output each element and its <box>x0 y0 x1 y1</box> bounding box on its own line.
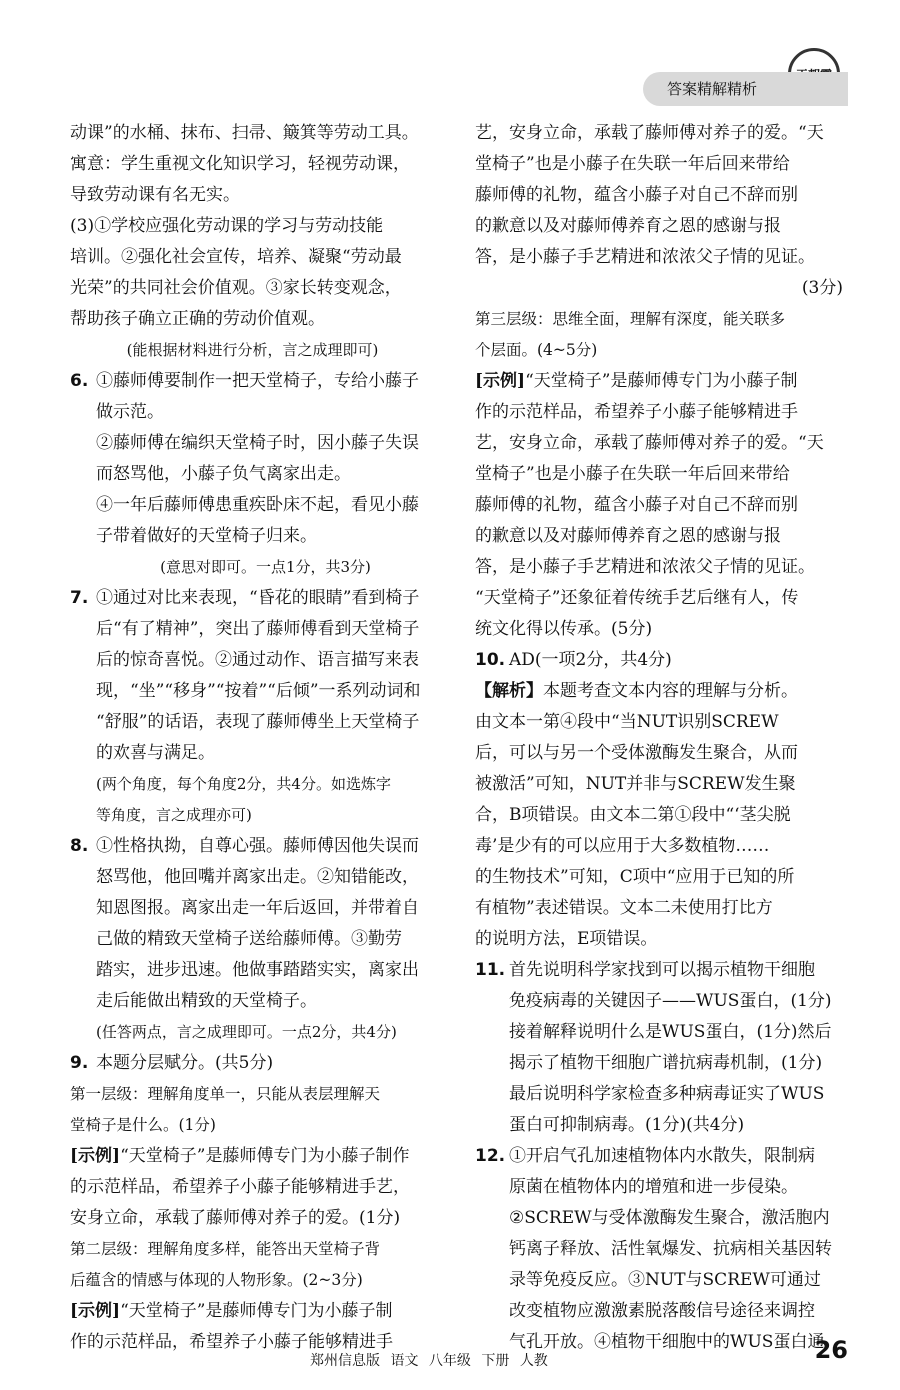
answer-line: ①性格执拗，自尊心强。藤师傅因他失误而 <box>96 836 419 856</box>
question-number: 6. <box>70 371 89 391</box>
answer-line: 知恩图报。离家出走一年后返回，并带着自 <box>96 898 419 918</box>
example-line: “天堂椅子”是藤师傅专门为小藤子制作 <box>120 1146 410 1166</box>
answer-line: 后的惊奇喜悦。②通过动作、语言描写来表 <box>96 650 419 670</box>
text-line: 藤师傅的礼物，蕴含小藤子对自己不辞而别 <box>475 185 798 205</box>
answer-line: 蛋白可抑制病毒。(1分)(共4分) <box>509 1115 745 1135</box>
analysis-line: 后，可以与另一个受体激酶发生聚合，从而 <box>475 743 798 763</box>
left-column <box>70 118 435 1358</box>
analysis-line: 毒’是少有的可以应用于大多数植物…… <box>475 836 770 856</box>
question-number: 12. <box>475 1146 506 1166</box>
footer-info <box>310 1350 548 1370</box>
answer-line: AD(一项2分，共4分) <box>509 650 672 670</box>
example-line: 作的示范样品，希望养子小藤子能够精进手 <box>70 1332 393 1352</box>
answer-line: 原菌在植物体内的增殖和进一步侵染。 <box>509 1177 798 1197</box>
text-line: 堂椅子”也是小藤子在失联一年后回来带给 <box>475 154 790 174</box>
question-number: 11. <box>475 960 506 980</box>
text-line: 培训。②强化社会宣传，培养、凝聚“劳动最 <box>70 247 402 267</box>
scoring-note: (两个角度，每个角度2分，共4分。如选炼字 <box>96 775 391 793</box>
analysis-line: 本题考查文本内容的理解与分析。 <box>543 681 798 701</box>
answer-line: 录等免疫反应。③NUT与SCREW可通过 <box>509 1270 821 1290</box>
example-line: 藤师傅的礼物，蕴含小藤子对自己不辞而别 <box>475 495 798 515</box>
question-8 <box>70 831 435 1048</box>
scoring-note: (能根据材料进行分析，言之成理即可) <box>126 341 379 359</box>
question-7 <box>70 583 435 831</box>
example-line: “天堂椅子”是藤师傅专门为小藤子制 <box>120 1301 393 1321</box>
example-line: 的示范样品，希望养子小藤子能够精进手艺， <box>70 1177 410 1197</box>
text-line: 的歉意以及对藤师傅养育之恩的感谢与报 <box>475 216 781 236</box>
question-9 <box>70 1048 435 1079</box>
answer-line: 子带着做好的天堂椅子归来。 <box>96 526 317 546</box>
answer-line: 改变植物应激激素脱落酸信号途径来调控 <box>509 1301 815 1321</box>
text-line: 帮助孩子确立正确的劳动价值观。 <box>70 309 325 329</box>
answer-line: 气孔开放。④植物干细胞中的WUS蛋白通 <box>509 1332 825 1352</box>
analysis-tag: 【解析】 <box>475 681 543 701</box>
example-line: 艺，安身立命，承载了藤师傅对养子的爱。“天 <box>475 433 824 453</box>
question-12 <box>475 1141 843 1358</box>
answer-line: 而怒骂他，小藤子负气离家出走。 <box>96 464 351 484</box>
right-column <box>475 118 843 1358</box>
footer-publisher: 人教 <box>519 1353 548 1369</box>
answer-line: 走后能做出精致的天堂椅子。 <box>96 991 317 1011</box>
analysis-line: 被激活”可知，NUT并非与SCREW发生聚 <box>475 774 796 794</box>
level-line: 后蕴含的情感与体现的人物形象。(2~3分) <box>70 1271 363 1289</box>
answer-line: 最后说明科学家检查多种病毒证实了WUS <box>509 1084 825 1104</box>
example-line: 答，是小藤子手艺精进和浓浓父子情的见证。 <box>475 557 815 577</box>
text-line: 动课”的水桶、抹布、扫帚、簸箕等劳动工具。 <box>70 123 419 143</box>
answer-line: 揭示了植物干细胞广谱抗病毒机制，(1分) <box>509 1053 823 1073</box>
analysis-line: 合，B项错误。由文本二第①段中“‘茎尖脱 <box>475 805 791 825</box>
analysis-line: 的说明方法，E项错误。 <box>475 929 658 949</box>
question-number: 8. <box>70 836 89 856</box>
level-line: 个层面。(4~5分) <box>475 341 598 359</box>
answer-line: 现，“坐”“移身”“按着”“后倾”一系列动词和 <box>96 681 421 701</box>
answer-line: 免疫病毒的关键因子——WUS蛋白，(1分) <box>509 991 832 1011</box>
question-number: 7. <box>70 588 89 608</box>
answer-line: 己做的精致天堂椅子送给藤师傅。③勤劳 <box>96 929 402 949</box>
answer-line: 做示范。 <box>96 402 164 422</box>
answer-line: ①开启气孔加速植物体内水散失，限制病 <box>509 1146 815 1166</box>
analysis-line: 由文本一第④段中“当NUT识别SCREW <box>475 712 779 732</box>
answer-line: 的欢喜与满足。 <box>96 743 215 763</box>
analysis-line: 有植物”表述错误。文本二未使用打比方 <box>475 898 773 918</box>
scoring-note: 等角度，言之成理亦可) <box>96 806 252 824</box>
question-11 <box>475 955 843 1141</box>
level-line: 堂椅子是什么。(1分) <box>70 1116 216 1134</box>
example-tag: [示例] <box>475 371 526 391</box>
example-line: 安身立命，承载了藤师傅对养子的爱。(1分) <box>70 1208 401 1228</box>
scoring-note: (任答两点，言之成理即可。一点2分，共4分) <box>96 1023 397 1041</box>
analysis-line: 的生物技术”可知，C项中“应用于已知的所 <box>475 867 795 887</box>
answer-line: 首先说明科学家找到可以揭示植物干细胞 <box>509 960 815 980</box>
text-line: 艺，安身立命，承载了藤师傅对养子的爱。“天 <box>475 123 824 143</box>
level-line: 第一层级：理解角度单一，只能从表层理解天 <box>70 1085 381 1103</box>
answer-line: “舒服”的话语，表现了藤师傅坐上天堂椅子 <box>96 712 420 732</box>
example-line: 堂椅子”也是小藤子在失联一年后回来带给 <box>475 464 790 484</box>
example-line: 作的示范样品，希望养子小藤子能够精进手 <box>475 402 798 422</box>
example-line: 的歉意以及对藤师傅养育之恩的感谢与报 <box>475 526 781 546</box>
example-tag: [示例] <box>70 1146 121 1166</box>
footer-edition: 郑州信息版 <box>310 1353 380 1369</box>
level-line: 第二层级：理解角度多样，能答出天堂椅子背 <box>70 1240 381 1258</box>
text-line: 答，是小藤子手艺精进和浓浓父子情的见证。 <box>475 247 815 267</box>
answer-line: 接着解释说明什么是WUS蛋白，(1分)然后 <box>509 1022 832 1042</box>
text-line: 导致劳动课有名无实。 <box>70 185 240 205</box>
question-6 <box>70 366 435 583</box>
answer-line: ②SCREW与受体激酶发生聚合，激活胞内 <box>509 1208 830 1228</box>
text-line: (3)①学校应强化劳动课的学习与劳动技能 <box>70 216 384 236</box>
answer-line: ①通过对比来表现，“昏花的眼睛”看到椅子 <box>96 588 420 608</box>
answer-line: ④一年后藤师傅患重疾卧床不起，看见小藤 <box>96 495 419 515</box>
answer-line: 本题分层赋分。(共5分) <box>96 1053 274 1073</box>
question-number: 10. <box>475 650 506 670</box>
text-line: 光荣”的共同社会价值观。③家长转变观念， <box>70 278 402 298</box>
question-10 <box>475 645 843 676</box>
score-label: (3分) <box>801 278 843 298</box>
footer-volume: 下册 <box>481 1353 510 1369</box>
footer-grade: 八年级 <box>428 1353 471 1369</box>
example-tag: [示例] <box>70 1301 121 1321</box>
answer-line: ②藤师傅在编织天堂椅子时，因小藤子失误 <box>96 433 419 453</box>
text-line: 寓意：学生重视文化知识学习，轻视劳动课， <box>70 154 410 174</box>
page-number: 26 <box>814 1336 848 1364</box>
level-line: 第三层级：思维全面，理解有深度，能关联多 <box>475 310 786 328</box>
footer-subject: 语文 <box>390 1353 419 1369</box>
scoring-note: (意思对即可。一点1分，共3分) <box>160 558 371 576</box>
answer-line: 钙离子释放、活性氧爆发、抗病相关基因转 <box>509 1239 832 1259</box>
example-line: 统文化得以传承。(5分) <box>475 619 653 639</box>
example-line: “天堂椅子”是藤师傅专门为小藤子制 <box>525 371 798 391</box>
answer-line: ①藤师傅要制作一把天堂椅子，专给小藤子 <box>96 371 419 391</box>
header-section-title: 答案精解精析 <box>643 72 848 106</box>
answer-line: 怒骂他，他回嘴并离家出走。②知错能改， <box>96 867 419 887</box>
question-number: 9. <box>70 1053 89 1073</box>
answer-line: 踏实，进步迅速。他做事踏踏实实，离家出 <box>96 960 419 980</box>
answer-line: 后“有了精神”，突出了藤师傅看到天堂椅子 <box>96 619 420 639</box>
example-line: “天堂椅子”还象征着传统手艺后继有人，传 <box>475 588 799 608</box>
